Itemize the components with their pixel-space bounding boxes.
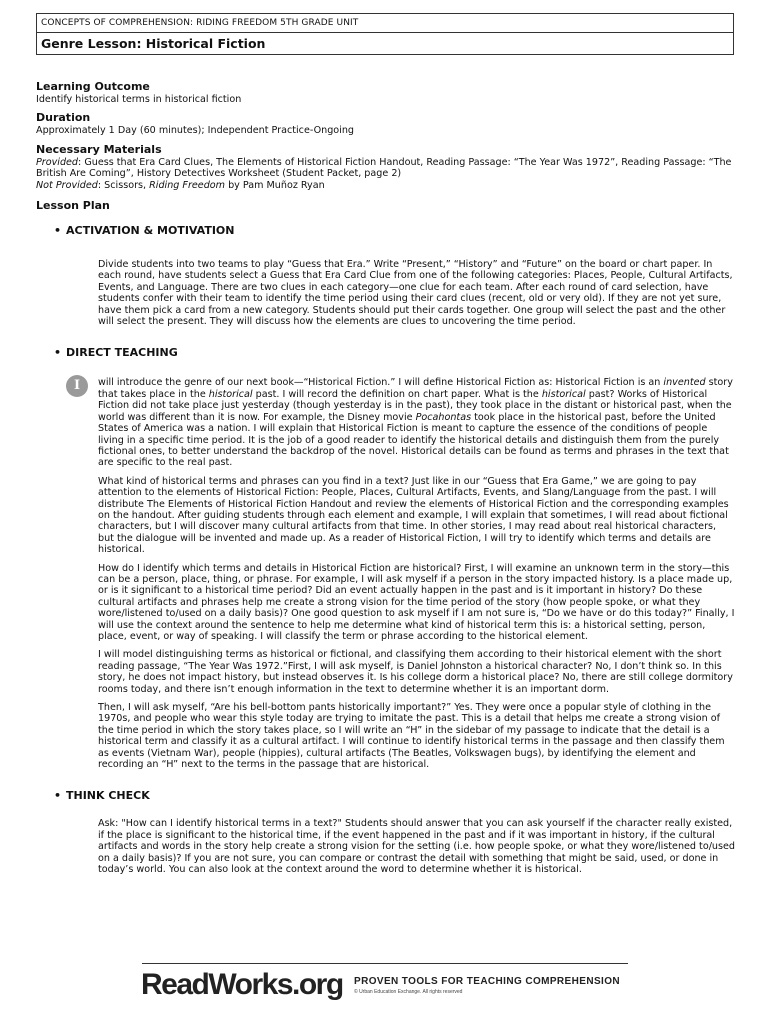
dropcap-i: I: [66, 375, 88, 397]
not-provided-text-b: by Pam Muñoz Ryan: [225, 179, 325, 191]
activation-heading: [36, 224, 736, 238]
p1-text-e: took place in the historical past, before the United States of America was a nation. I will explain that Historical Fiction is meant to capture the essence of the conditions of people living in a specific time period. It is the job of a good reader to identify the historical details and distinguish them from the purely fictional ones, to better understand the backdrop of the novel. Historical details can be found as terms and phrases in the text that are specific to the real past.: [98, 411, 729, 469]
footer-copyright: © Urban Education Exchange. All rights reserved: [354, 989, 463, 995]
p1-text-a: will introduce the genre of our next book—“Historical Fiction.” I will define Historical Fiction as: Historical Fiction is an: [98, 377, 664, 389]
p1-text-b: story that takes place in the: [98, 377, 733, 400]
learning-outcome-text: Identify historical terms in historical fiction: [36, 94, 242, 105]
provided-label: Provided: [36, 156, 79, 168]
direct-teaching-heading: [36, 346, 736, 360]
p1-text-d: past? Works of Historical Fiction did not take place just yesterday (though yesterday is in the past), they took place in the distant or historical past, when the world was different than it is now. For example, the Disney movie: [98, 388, 732, 423]
direct-teaching-p1-wrap: [36, 377, 736, 468]
not-provided-text-a: : Scissors,: [97, 179, 150, 191]
p1-text-c: past. I will record the definition on chart paper. What is the: [252, 388, 542, 400]
direct-teaching-p2: What kind of historical terms and phrases can you find in a text? Just like in our “Guess that Era Game,” we are going to pay attention to the elements of Historical Fiction: People, Places, Cultural Artifacts, Events, and Slang/Language from the past. I will distribute The Elements of Historical Fiction Handout and review the elements of Historical Fiction and the corresponding examples on the handout. After guiding students through each element and example, I will explain that sometimes, I will read about fictional characters, but I will discover many cultural artifacts from that time. In other stories, I may read about real historical characters, but the dialogue will be invented and made up. As a reader of Historical Fiction, I will try to identify which terms and details are historical.: [98, 475, 729, 556]
direct-teaching-p3: How do I identify which terms and details in Historical Fiction are historical? First, I will examine an unknown term in the story—this can be a person, place, thing, or phrase. For example, I will ask myself if a person in the story impacted history. Is a place made up, or is it significant to a historical time period? Did an event actually happen in the past and is it important in history? Do these cultural artifacts and phrases help me create a strong vision for the time period of the story (how people spoke, or what they wore/listened to/used on a daily basis)? One good question to ask myself if I am not sure is, “Do we have or do this today?” Finally, I will use the context around the sentence to help me determine what kind of historical term this is: a historical setting, person, place, event, or way of speaking. I will classify the term or phrase according to the historical element.: [98, 562, 735, 642]
materials-text: [36, 157, 736, 191]
unit-header: [36, 13, 734, 55]
provided-text: : Guess that Era Card Clues, The Elements of Historical Fiction Handout, Reading Passage: “The Year Was 1972”, Reading Passage: “The British Are Coming”, History Detectives Worksheet (Student Packet, page 2): [36, 156, 732, 180]
footer-tagline: PROVEN TOOLS FOR TEACHING COMPREHENSION: [354, 976, 620, 987]
p1-em-historical: historical: [208, 388, 253, 400]
p1-em-invented: invented: [663, 377, 706, 389]
think-check-heading: [36, 789, 736, 803]
direct-teaching-heading-text: DIRECT TEACHING: [66, 346, 178, 360]
book-title: Riding Freedom: [149, 179, 226, 191]
bullet-dot: •: [54, 346, 62, 360]
duration-text: Approximately 1 Day (60 minutes); Independent Practice-Ongoing: [36, 125, 355, 137]
lesson-content: [36, 80, 736, 883]
footer-divider: [142, 963, 628, 964]
p1-em-historical-2: historical: [541, 388, 586, 400]
think-check-heading-text: THINK CHECK: [66, 789, 150, 803]
materials-heading: Necessary Materials: [36, 142, 162, 156]
bullet-dot: •: [54, 789, 62, 803]
lesson-title: Genre Lesson: Historical Fiction: [41, 36, 266, 51]
materials-provided: [36, 157, 736, 180]
learning-outcome-heading: Learning Outcome: [36, 80, 150, 93]
unit-line: CONCEPTS OF COMPREHENSION: RIDING FREEDOM 5TH GRADE UNIT: [37, 14, 733, 33]
direct-teaching-p4: I will model distinguishing terms as historical or fictional, and classifying them according to their historical element with the short reading passage, “The Year Was 1972.”First, I will ask myself, is Daniel Johnston a historical character? No, I don’t think so. In this story, he does not impact history, but instead observes it. Is his college dorm a historical place? No, there are still college dormitory rooms today, and there isn’t enough information in the text to determine whether it is an important dorm.: [98, 649, 733, 695]
materials-not-provided: [36, 180, 736, 191]
direct-teaching-p5: Then, I will ask myself, “Are his bell-bottom pants historically important?” Yes. They were once a popular style of clothing in the 1970s, and people who wear this style today are trying to imitate the past. This is a detail that helps me create a strong vision of the time period in which the story takes place, so I will write an “H” in the sidebar of my passage to indicate that the detail is a historical term and classify it as a cultural artifact. I will continue to identify historical terms in the passage and then classify them as events (Vietnam War), people (hippies), cultural artifacts (The Beatles, Volkswagen bugs), by identifying the element and recording an “H” next to the terms in the passage that are historical.: [98, 702, 725, 771]
activation-text: Divide students into two teams to play “Guess that Era.” Write “Present,” “History” and “Future” on the board or chart paper. In each round, have students select a Guess that Era Card Clue from one of the following categories: Places, People, Cultural Artifacts, Events, and Language. There are two clues in each category—one clue for each team. After each round of card selection, have students confer with their team to identify the time period using their card clues (recent, old or very old). If they are not yet sure, have them pick a card from a new category. Students should put their cards together. One group will select the past and the other will select the present. They will discuss how the elements are clues to uncovering the time period.: [98, 259, 733, 328]
direct-teaching-p1: [98, 377, 735, 468]
bullet-dot: •: [54, 224, 62, 238]
readworks-logo: ReadWorks.org: [141, 968, 343, 1001]
lesson-plan-heading: Lesson Plan: [36, 199, 110, 213]
think-check-text: Ask: "How can I identify historical terms in a text?" Students should answer that you can ask yourself if the character really existed, if the place is significant to the historical time, if the event happened in the past and if it was important in history, if the cultural artifacts and words in the story help create a strong vision for the setting (i.e. how people spoke, or what they wore/listened to/used on a daily basis)? If you are not sure, you can compare or contrast the detail with something that might be said, used, or done in today’s world. You can also look at the context around the word to determine whether it is historical.: [98, 818, 735, 876]
activation-heading-text: ACTIVATION & MOTIVATION: [66, 224, 235, 238]
duration-heading: Duration: [36, 111, 91, 125]
p1-em-pocahontas: Pocahontas: [415, 411, 472, 423]
not-provided-label: Not Provided: [36, 179, 98, 191]
